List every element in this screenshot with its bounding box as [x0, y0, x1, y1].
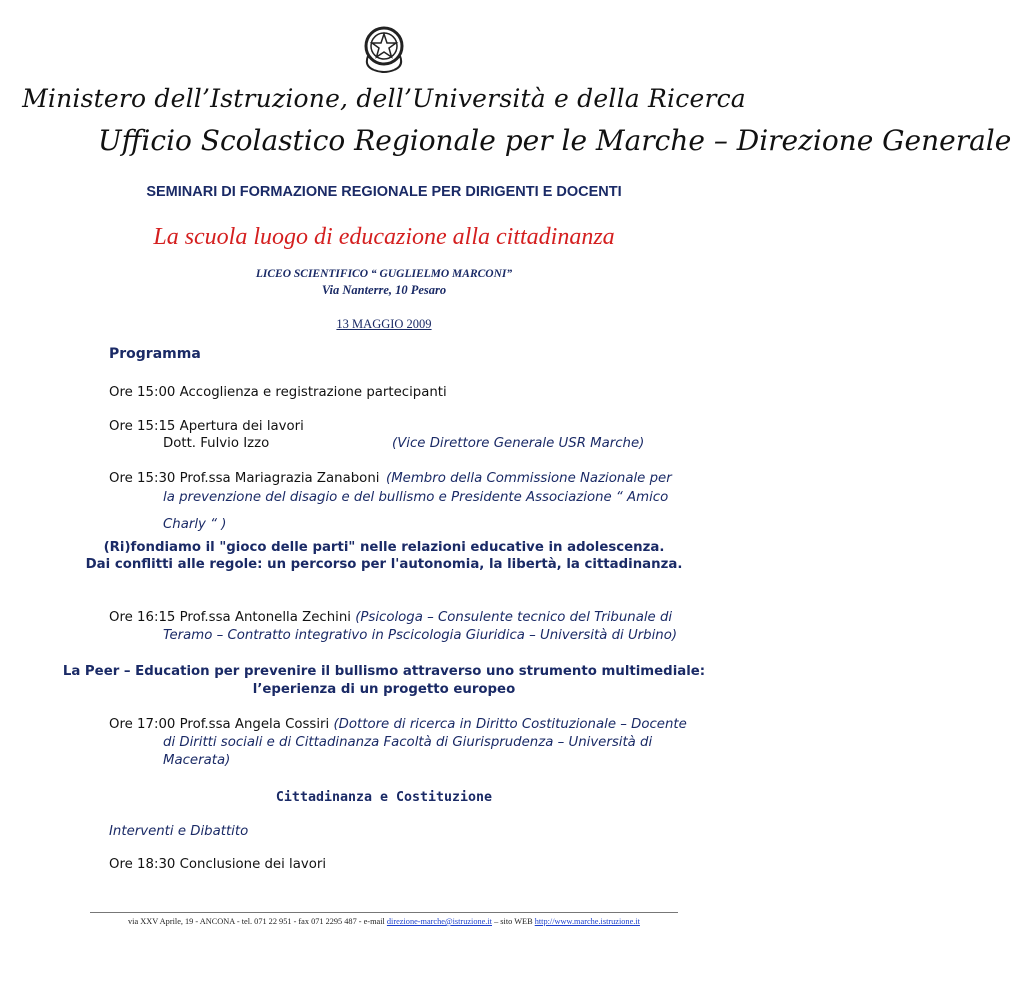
item-role: Charly “ ): [163, 517, 227, 532]
talk-title: Dai conflitti alle regole: un percorso per l'autonomia, la libertà, la cittadinanza.: [85, 557, 683, 572]
talk-title: La Peer – Education per prevenire il bullismo attraverso uno strumento multimediale:: [62, 664, 706, 679]
talk-title: (Ri)fondiamo il "gioco delle parti" nelle relazioni educative in adolescenza.: [103, 540, 665, 555]
item-speaker: Dott. Fulvio Izzo: [163, 436, 270, 451]
item-role: di Diritti sociali e di Cittadinanza Facoltà di Giurisprudenza – Università di: [163, 735, 653, 750]
item-role: Macerata): [163, 753, 231, 768]
item-role: (Psicologa – Consulente tecnico del Tribunale di: [355, 610, 673, 625]
item-time: Ore 16:15: [109, 610, 176, 625]
item-role: (Dottore di ricerca in Diritto Costituzionale – Docente: [333, 717, 687, 732]
footer: [90, 917, 678, 926]
program-item: [109, 857, 326, 872]
programma-heading: Programma: [109, 346, 201, 362]
event-title: La scuola luogo di educazione alla cittadinanza: [153, 224, 615, 250]
item-time: Ore 15:30: [109, 471, 176, 486]
program-item: [109, 419, 304, 434]
program-item: [109, 385, 447, 400]
item-time: Ore 15:15: [109, 419, 176, 434]
seminari-heading: SEMINARI DI FORMAZIONE REGIONALE PER DIRIGENTI E DOCENTI: [146, 184, 622, 200]
ministry-title: Ministero dell’Istruzione, dell’Università e della Ricerca: [22, 84, 746, 113]
event-date: 13 MAGGIO 2009: [336, 317, 432, 331]
item-role: la prevenzione del disagio e del bullismo e Presidente Associazione “ Amico: [163, 490, 669, 505]
talk-title: Cittadinanza e Costituzione: [275, 790, 493, 805]
school-name: LICEO SCIENTIFICO “ GUGLIELMO MARCONI”: [255, 268, 513, 280]
item-speaker: Prof.ssa Antonella Zechini: [179, 610, 351, 625]
item-text: Accoglienza e registrazione partecipanti: [179, 385, 447, 400]
item-text: Apertura dei lavori: [179, 419, 304, 434]
program-item: [109, 471, 379, 486]
program-item: [109, 717, 687, 732]
footer-separator: – sito WEB: [492, 917, 535, 926]
item-role: Teramo – Contratto integrativo in Pscicologia Giuridica – Università di Urbino): [163, 628, 678, 643]
italian-republic-emblem-icon: [360, 22, 408, 74]
program-item: [109, 610, 672, 625]
item-role: (Vice Direttore Generale USR Marche): [392, 436, 645, 451]
item-time: Ore 15:00: [109, 385, 176, 400]
school-address: Via Nanterre, 10 Pesaro: [321, 283, 447, 297]
item-role: (Membro della Commissione Nazionale per: [386, 471, 672, 486]
footer-web-link[interactable]: http://www.marche.istruzione.it: [534, 917, 640, 926]
footer-divider: [90, 912, 678, 913]
item-text: Conclusione dei lavori: [179, 857, 327, 872]
item-time: Ore 17:00: [109, 717, 176, 732]
office-title: Ufficio Scolastico Regionale per le Marche – Direzione Generale: [98, 124, 1011, 157]
footer-address: via XXV Aprile, 19 - ANCONA - tel. 071 22 951 - fax 071 2295 487 - e-mail: [128, 917, 387, 926]
footer-email-link[interactable]: direzione-marche@istruzione.it: [386, 917, 492, 926]
talk-title: l’eperienza di un progetto europeo: [252, 682, 516, 697]
item-speaker: Prof.ssa Angela Cossiri: [179, 717, 330, 732]
interventi: Interventi e Dibattito: [109, 824, 249, 839]
item-speaker: Prof.ssa Mariagrazia Zanaboni: [179, 471, 380, 486]
item-time: Ore 18:30: [109, 857, 176, 872]
